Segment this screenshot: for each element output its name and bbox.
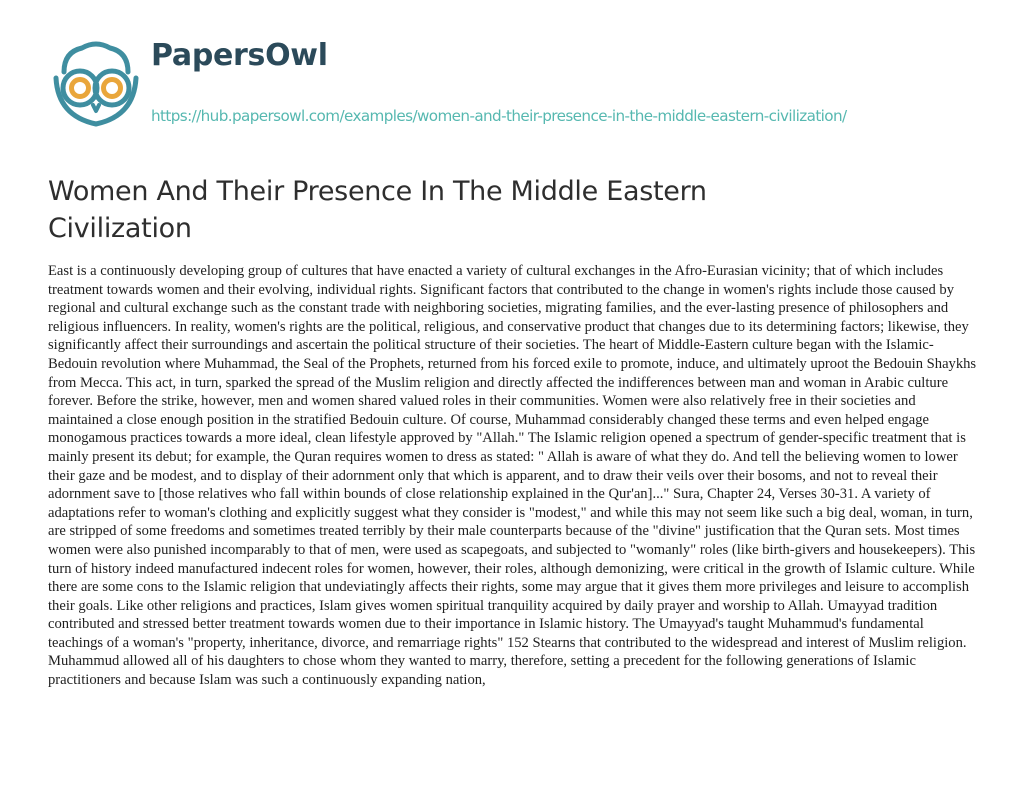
site-header bbox=[48, 36, 988, 156]
document-body: East is a continuously developing group of cultures that have enacted a variety of cultural exchanges in the Afro-Eurasian vicinity; that of which includes treatment towards women and their evolving, individual rights. Significant factors that contributed to the change in women's rights include those caused by regional and cultural exchange such as the constant trade with neighboring societies, migrating families, and the ever-lasting presence of philosophers and religious influencers. In reality, women's rights are the political, religious, and conservative product that changes due to its determining factors; likewise, they significantly affect their surroundings and ascertain the political structure of their societies. The heart of Middle-Eastern culture began with the Islamic-Bedouin revolution where Muhammad, the Seal of the Prophets, returned from his forced exile to promote, induce, and ultimately uproot the Bedouin Shaykhs from Mecca. This act, in turn, sparked the spread of the Muslim religion and directly affected the indifferences between man and woman in Arabic culture forever. Before the strike, however, men and women shared valued roles in their communities. Women were also relatively free in their societies and maintained a close enough position in the stratified Bedouin culture. Of course, Muhammad considerably changed these terms and even helped engage monogamous practices towards a more ideal, clean lifestyle approved by "Allah." The Islamic religion opened a spectrum of gender-specific treatment that is mainly present its debut; for example, the Quran requires women to dress as stated: " Allah is aware of what they do. And tell the believing women to lower their gaze and be modest, and to display of their adornment only that which is apparent, and to draw their veils over their bosoms, and not to reveal their adornment save to [those relatives who fall within bounds of close relationship explained in the Qur'an]..." Sura, Chapter 24, Verses 30-31. A variety of adaptations refer to woman's clothing and explicitly suggest what they consider is "modest," and while this may not seem like such a big deal, woman, in turn, are stripped of some freedoms and sometimes treated terribly by their male counterparts because of the "divine" justification that the Quran sets. Most times women were also punished incomparably to that of men, were used as scapegoats, and subjected to "womanly" roles (like birth-givers and housekeepers). This turn of history indeed manufactured indecent roles for women, however, their roles, although demonizing, were critical in the growth of Islamic culture. While there are some cons to the Islamic religion that undeviatingly affects their rights, some may argue that it gives them more privileges and leisure to accomplish their goals. Like other religions and practices, Islam gives women spiritual tranquility acquired by daily prayer and worship to Allah. Umayyad tradition contributed and stressed better treatment towards women due to their importance in Islamic history. The Umayyad's taught Muhammud's fundamental teachings of a woman's "property, inheritance, divorce, and remarriage rights" 152 Stearns that contributed to the widespread and interest of Muslim religion. Muhammud allowed all of his daughters to chose whom they wanted to marry, therefore, setting a precedent for the following generations of Islamic practitioners and because Islam was such a continuously expanding nation, bbox=[48, 263, 977, 689]
owl-logo-icon[interactable] bbox=[48, 38, 144, 134]
brand-name[interactable]: PapersOwl bbox=[151, 38, 328, 73]
source-url-link[interactable]: https://hub.papersowl.com/examples/women-and-their-presence-in-the-middle-eastern-civilization/ bbox=[151, 107, 847, 125]
document-title: Women And Their Presence In The Middle Eastern Civilization bbox=[48, 176, 707, 244]
